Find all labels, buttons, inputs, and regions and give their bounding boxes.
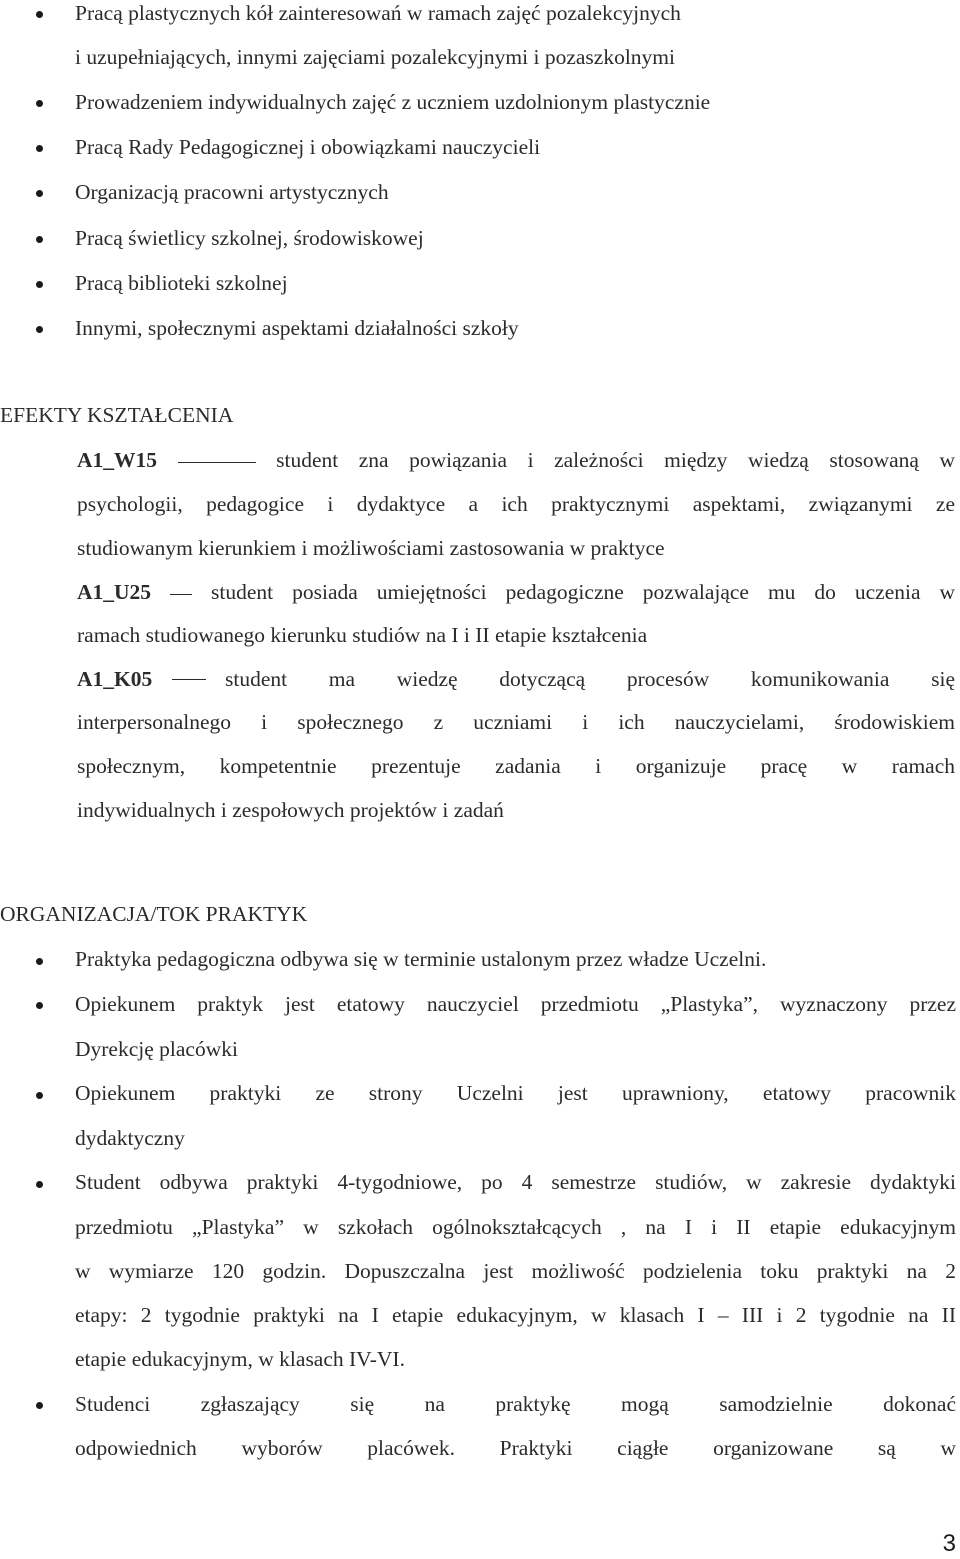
effect-text-line: psychologii, pedagogice i dydaktyce a ich praktycznymi aspektami, związanymi ze [77,492,955,516]
bullet [36,281,43,288]
effect-item-first-line [77,666,955,692]
bullet [36,1092,43,1099]
bullet [36,145,43,152]
effect-text-line: ramach studiowanego kierunku studiów na I i II etapie kształcenia [77,623,648,647]
dash-separator [172,679,206,680]
effect-text-line: studiowanym kierunkiem i możliwościami zastosowania w praktyce [77,536,665,560]
page-number: 3 [942,1530,956,1557]
effect-text-line: indywidualnych i zespołowych projektów i zadań [77,798,504,822]
list-item: Student odbywa praktyki 4-tygodniowe, po 4 semestrze studiów, w zakresie dydaktyki [75,1170,956,1194]
list-item: Prowadzeniem indywidualnych zajęć z uczniem uzdolnionym plastycznie [75,90,711,114]
bullet [36,236,43,243]
bullet [36,1181,43,1188]
list-item: Studenci zgłaszający się na praktykę mogą samodzielnie dokonać [75,1392,956,1416]
bullet [36,1402,43,1409]
list-item: Innymi, społecznymi aspektami działalności szkoły [75,316,519,340]
effect-text: student zna powiązania i zależności między wiedzą stosowaną w [276,448,956,472]
list-item-continuation: przedmiotu „Plastyka” w szkołach ogólnokształcących , na I i II etapie edukacyjnym [75,1215,956,1239]
bullet [36,958,43,965]
effect-item-first-line [77,447,955,473]
effect-text-line: społecznym, kompetentnie prezentuje zadania i organizuje pracę w ramach [77,754,955,778]
bullet [36,11,43,18]
effect-code: A1_W15 [77,448,158,472]
effect-text: student ma wiedzę dotyczącą procesów komunikowania się [225,667,955,691]
bullet [36,1002,43,1009]
list-item-continuation: Dyrekcję placówki [75,1037,238,1061]
effect-text: student posiada umiejętności pedagogiczne pozwalające mu do uczenia w [211,580,956,604]
list-item-continuation: dydaktyczny [75,1126,185,1150]
list-item-continuation: i uzupełniających, innymi zajęciami pozalekcyjnymi i pozaszkolnymi [75,45,676,69]
section-heading-organization: ORGANIZACJA/TOK PRAKTYK [0,902,308,926]
effect-code: A1_U25 [77,580,152,604]
effect-text-line: interpersonalnego i społecznego z uczniami i ich nauczycielami, środowiskiem [77,710,955,734]
bullet [36,100,43,107]
list-item-continuation: etapy: 2 tygodnie praktyki na I etapie edukacyjnym, w klasach I – III i 2 tygodnie na II [75,1303,956,1327]
list-item: Organizacją pracowni artystycznych [75,180,389,204]
section-heading-effects: EFEKTY KSZTAŁCENIA [0,403,234,427]
list-item: Pracą biblioteki szkolnej [75,271,288,295]
list-item: Pracą plastycznych kół zainteresowań w ramach zajęć pozalekcyjnych [75,1,681,25]
list-item-continuation: odpowiednich wyborów placówek. Praktyki ciągłe organizowane są w [75,1436,956,1460]
list-item: Pracą Rady Pedagogicznej i obowiązkami nauczycieli [75,135,541,159]
effect-code: A1_K05 [77,667,153,691]
list-item-continuation: w wymiarze 120 godzin. Dopuszczalna jest możliwość podzielenia toku praktyki na 2 [75,1259,956,1283]
list-item: Opiekunem praktyk jest etatowy nauczyciel przedmiotu „Plastyka”, wyznaczony przez [75,992,956,1016]
effect-item-first-line [77,579,955,605]
list-item: Praktyka pedagogiczna odbywa się w terminie ustalonym przez władze Uczelni. [75,947,767,971]
list-item: Pracą świetlicy szkolnej, środowiskowej [75,226,424,250]
list-item-continuation: etapie edukacyjnym, w klasach IV-VI. [75,1347,405,1371]
dash-separator [170,594,192,595]
dash-separator [178,462,256,463]
bullet [36,190,43,197]
list-item: Opiekunem praktyki ze strony Uczelni jest uprawniony, etatowy pracownik [75,1081,956,1105]
bullet [36,326,43,333]
